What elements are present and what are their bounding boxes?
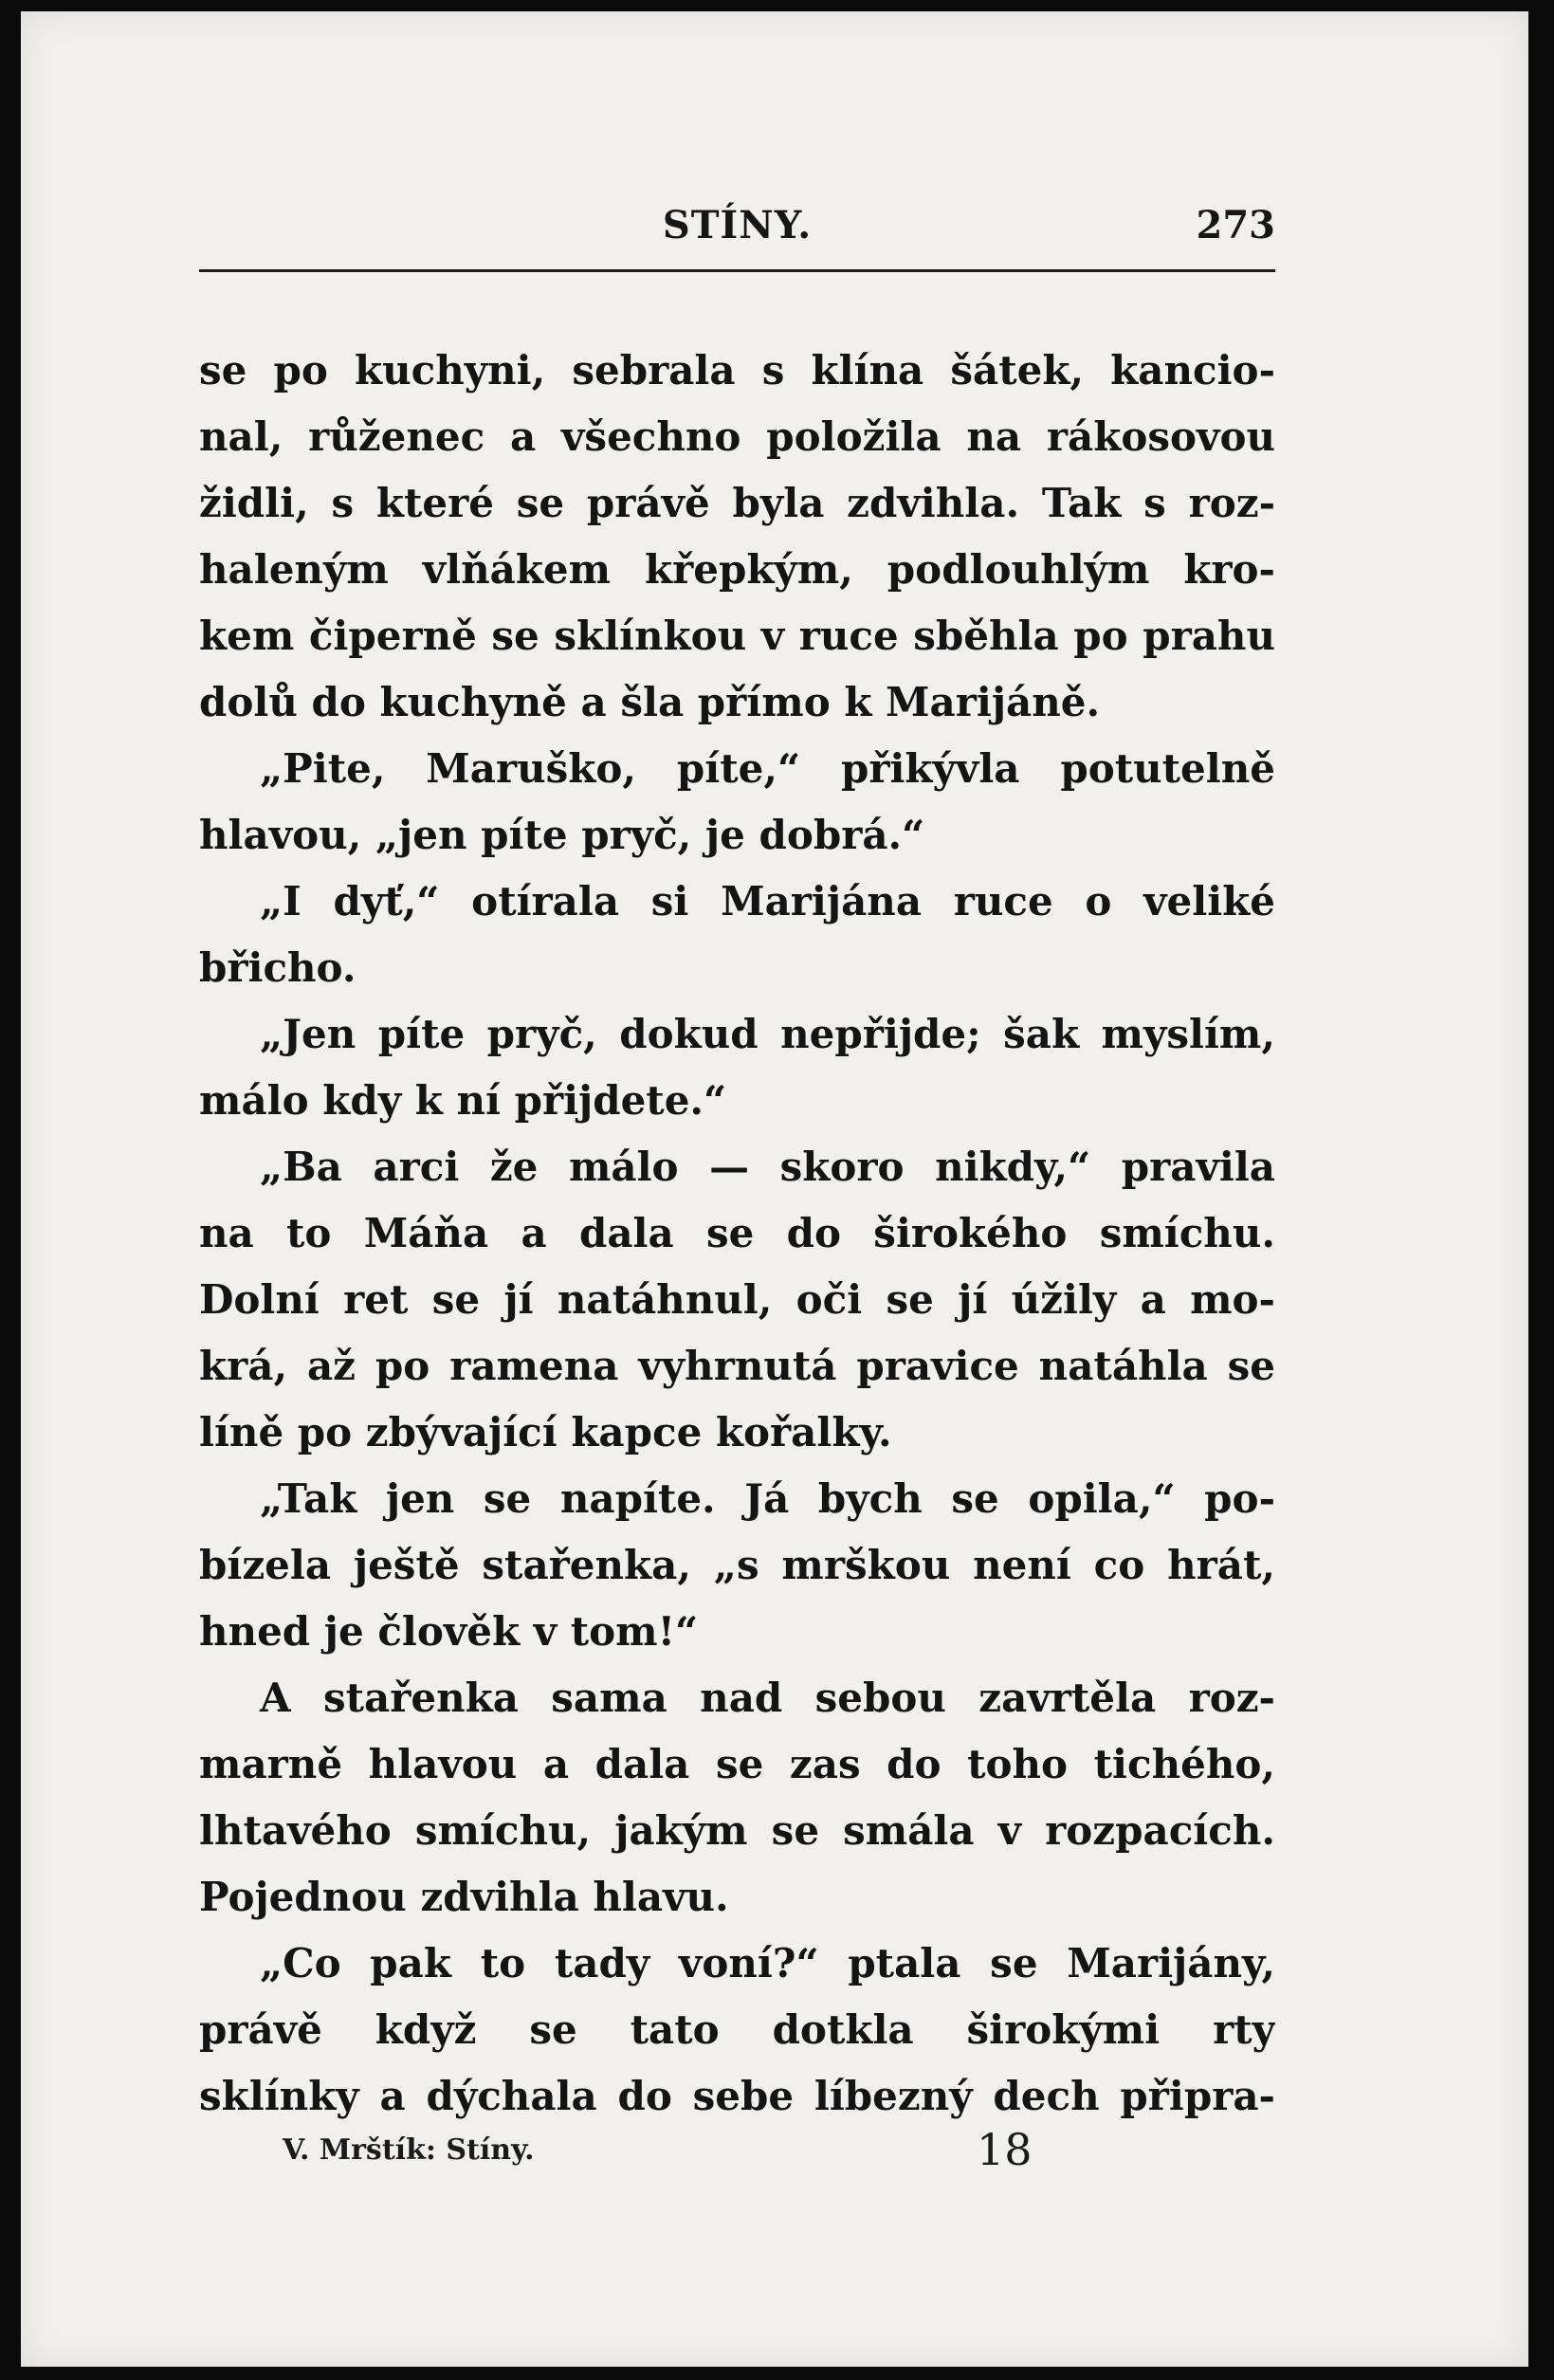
text-line: se po kuchyni, sebrala s klína šátek, kancio- [199, 347, 1275, 394]
text-line: lhtavého smíchu, jakým se smála v rozpacích. [199, 1807, 1275, 1854]
text-line: na to Máňa a dala se do širokého smíchu. [199, 1210, 1275, 1256]
text-line: „Pite, Maruško, píte,“ přikývla potutelně [260, 745, 1275, 792]
running-head [199, 203, 1275, 260]
text-line: „Tak jen se napíte. Já bych se opila,“ po- [260, 1475, 1275, 1522]
text-line: haleným vlňákem křepkým, podlouhlým kro- [199, 546, 1275, 593]
page-number: 273 [1196, 203, 1275, 247]
header-rule [199, 269, 1275, 272]
text-line: A stařenka sama nad sebou zavrtěla roz- [260, 1675, 1275, 1721]
text-line: sklínky a dýchala do sebe líbezný dech připra- [199, 2073, 1275, 2119]
text-line: líně po zbývající kapce kořalky. [199, 1409, 892, 1455]
text-line: „I dyť,“ otírala si Marijána ruce o veliké [260, 878, 1275, 925]
text-line: židli, s které se právě byla zdvihla. Tak s roz- [199, 480, 1275, 526]
text-line: břicho. [199, 944, 357, 991]
text-line: Pojednou zdvihla hlavu. [199, 1874, 729, 1920]
body-text [199, 338, 1275, 2130]
text-line: hned je člověk v tom!“ [199, 1608, 699, 1655]
text-line: „Ba arci že málo — skoro nikdy,“ pravila [260, 1144, 1275, 1190]
text-line: právě když se tato dotkla širokými rty [199, 2006, 1275, 2053]
text-line: bízela ještě stařenka, „s mrškou není co hrát, [199, 1542, 1275, 1588]
text-line: Dolní ret se jí natáhnul, oči se jí úžily a mo- [199, 1276, 1275, 1323]
sheet-number: 18 [977, 2124, 1033, 2175]
text-line: hlavou, „jen píte pryč, je dobrá.“ [199, 812, 925, 858]
text-line: krá, až po ramena vyhrnutá pravice natáhla se [199, 1343, 1275, 1389]
text-line: nal, růženec a všechno položila na rákosovou [199, 413, 1275, 460]
signature-mark: V. Mrštík: Stíny. [283, 2133, 535, 2167]
text-line: marně hlavou a dala se zas do toho tichého, [199, 1741, 1275, 1787]
text-line: málo kdy k ní přijdete.“ [199, 1077, 727, 1124]
text-line: „Co pak to tady voní?“ ptala se Marijány, [260, 1940, 1275, 1986]
text-line: dolů do kuchyně a šla přímo k Marijáně. [199, 679, 1101, 725]
text-line: kem čiperně se sklínkou v ruce sběhla po prahu [199, 613, 1275, 659]
text-line: „Jen píte pryč, dokud nepřijde; šak myslím, [260, 1011, 1275, 1057]
chapter-title: STÍNY. [662, 203, 813, 247]
